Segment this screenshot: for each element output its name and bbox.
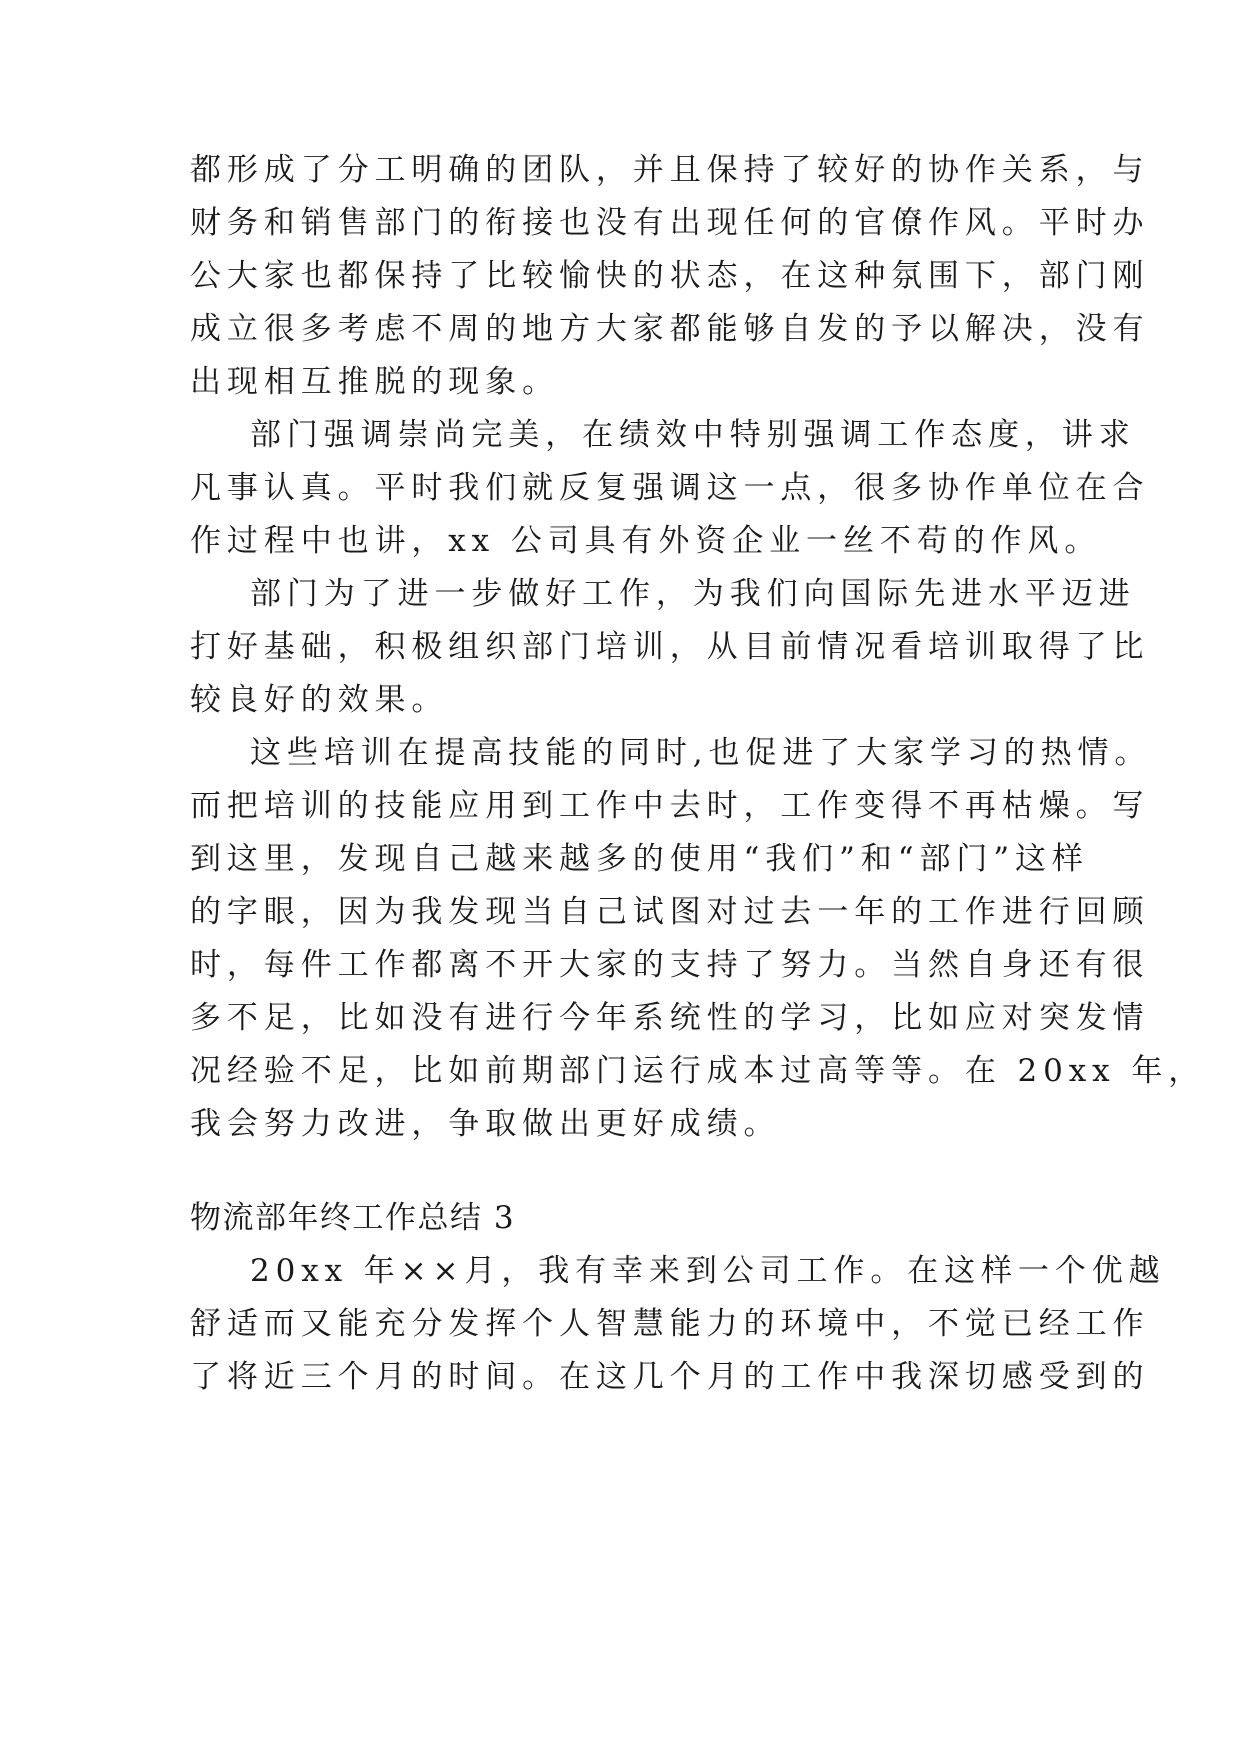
text-line: 较良好的效果。 [190, 682, 449, 718]
text-line: 20xx 年××月，我有幸来到公司工作。在这样一个优越 [250, 1253, 1166, 1289]
text-line: 公大家也都保持了比较愉快的状态，在这种氛围下，部门刚 [190, 258, 1150, 294]
text-line: 部门强调崇尚完美，在绩效中特别强调工作态度，讲求 [250, 417, 1136, 453]
text-line: 财务和销售部门的衔接也没有出现任何的官僚作风。平时办 [190, 205, 1150, 241]
text-line: 凡事认真。平时我们就反复强调这一点，很多协作单位在合 [190, 470, 1150, 506]
text-line: 到这里，发现自己越来越多的使用“我们”和“部门”这样 [190, 841, 1089, 877]
text-line: 部门为了进一步做好工作，为我们向国际先进水平迈进 [250, 576, 1136, 612]
text-line: 出现相互推脱的现象。 [190, 364, 559, 400]
text-line: 打好基础，积极组织部门培训，从目前情况看培训取得了比 [190, 629, 1150, 665]
text-line: 我会努力改进，争取做出更好成绩。 [190, 1106, 781, 1142]
text-line: 的字眼，因为我发现当自己试图对过去一年的工作进行回顾 [190, 894, 1150, 930]
text-line: 多不足，比如没有进行今年系统性的学习，比如应对突发情 [190, 1000, 1150, 1036]
text-line: 作过程中也讲，xx 公司具有外资企业一丝不苟的作风。 [190, 523, 1102, 559]
text-line: 都形成了分工明确的团队，并且保持了较好的协作关系，与 [190, 152, 1150, 188]
text-line: 时，每件工作都离不开大家的支持了努力。当然自身还有很 [190, 947, 1150, 983]
text-line: 而把培训的技能应用到工作中去时，工作变得不再枯燥。写 [190, 788, 1150, 824]
text-line: 成立很多考虑不周的地方大家都能够自发的予以解决，没有 [190, 311, 1150, 347]
text-line: 这些培训在提高技能的同时,也促进了大家学习的热情。 [250, 735, 1152, 771]
text-line: 舒适而又能充分发挥个人智慧能力的环境中，不觉已经工作 [190, 1306, 1150, 1342]
section-heading: 物流部年终工作总结 3 [190, 1200, 516, 1236]
text-line: 况经验不足，比如前期部门运行成本过高等等。在 20xx 年， [190, 1053, 1206, 1089]
text-line: 了将近三个月的时间。在这几个月的工作中我深切感受到的 [190, 1359, 1150, 1395]
